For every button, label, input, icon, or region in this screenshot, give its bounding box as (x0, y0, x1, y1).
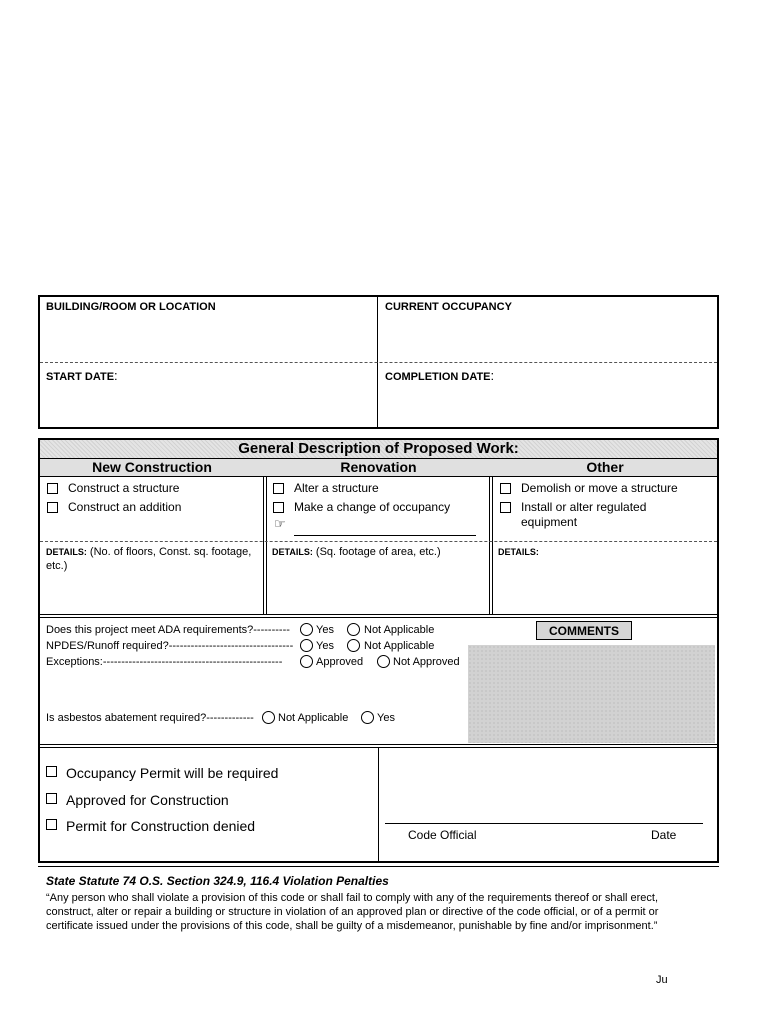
ada-na-radio[interactable] (347, 623, 360, 636)
start-date-label: START DATE: (46, 368, 118, 383)
code-official-label: Code Official (408, 828, 477, 842)
other-details[interactable]: DETAILS: (498, 547, 539, 557)
pointing-hand-icon: ☞ (274, 517, 286, 532)
change-occupancy-checkbox[interactable] (273, 502, 284, 513)
renovation-details[interactable]: DETAILS: (Sq. footage of area, etc.) (272, 546, 441, 558)
completion-date-label: COMPLETION DATE: (385, 368, 495, 383)
building-location-label: BUILDING/ROOM OR LOCATION (46, 301, 216, 313)
exceptions-not-approved-label: Not Approved (393, 656, 460, 668)
statute-title: State Statute 74 O.S. Section 324.9, 116.4 Violation Penalties (46, 874, 389, 888)
start-date-field[interactable] (40, 384, 376, 426)
permit-item-approved[interactable]: Approved for Construction (46, 792, 229, 808)
completion-date-field[interactable] (379, 384, 717, 426)
checkbox-square-icon (46, 793, 57, 804)
renovation-header: Renovation (340, 459, 417, 475)
permit-column-divider (378, 748, 379, 861)
demolish-checkbox[interactable] (500, 483, 511, 494)
construct-structure-label: Construct a structure (68, 481, 180, 495)
comments-field[interactable] (468, 645, 715, 743)
current-occupancy-field[interactable] (379, 317, 717, 361)
npdes-na-label: Not Applicable (364, 640, 435, 652)
checkbox-square-icon (46, 819, 57, 830)
column-divider-1 (263, 476, 264, 615)
ada-yes-label: Yes (316, 624, 334, 636)
permit-item-occupancy[interactable]: Occupancy Permit will be required (46, 765, 278, 781)
asbestos-yes-radio[interactable] (361, 711, 374, 724)
exceptions-approved-radio[interactable] (300, 655, 313, 668)
date-label: Date (651, 828, 677, 842)
exceptions-approved-label: Approved (316, 656, 364, 668)
change-occupancy-label: Make a change of occupancy (294, 500, 451, 514)
other-header: Other (586, 459, 624, 475)
details-row-divider (40, 541, 717, 542)
alter-structure-checkbox[interactable] (273, 483, 284, 494)
demolish-label: Demolish or move a structure (521, 481, 678, 495)
statute-text: “Any person who shall violate a provision of this code or shall fail to comply with any of the requirements thereof or shall erect, construct, alter or repair a building or structure in violation of an approved plan or directive of the code official, or of a permit or certificate issued under the provisions of this code, shall be guilty of a misdemeanor, punishable by fine and/or imprisonment.” (46, 892, 659, 932)
permit-section-divider (40, 744, 717, 745)
asbestos-yes-label: Yes (377, 712, 395, 724)
npdes-yes-radio[interactable] (300, 639, 313, 652)
column-divider-2b (492, 476, 493, 615)
footer-mark: Ju (656, 974, 668, 986)
column-divider-1b (266, 476, 267, 615)
building-location-field[interactable] (40, 317, 376, 361)
regulated-equipment-checkbox[interactable] (500, 502, 511, 513)
asbestos-na-label: Not Applicable (278, 712, 349, 724)
exceptions-not-approved-radio[interactable] (377, 655, 390, 668)
npdes-na-radio[interactable] (347, 639, 360, 652)
ada-na-label: Not Applicable (364, 624, 435, 636)
regulated-equipment-label: Install or alter regulated equipment (521, 500, 647, 529)
asbestos-question: Is asbestos abatement required?------------- (46, 712, 254, 724)
asbestos-na-radio[interactable] (262, 711, 275, 724)
proposed-work-title: General Description of Proposed Work: (238, 440, 519, 457)
column-divider-2 (489, 476, 490, 615)
alter-structure-label: Alter a structure (294, 481, 379, 495)
questions-section-divider-b (40, 617, 717, 618)
ada-question: Does this project meet ADA requirements?---------- (46, 624, 290, 636)
statute-rule (38, 866, 719, 867)
comments-label: COMMENTS (536, 621, 632, 640)
npdes-yes-label: Yes (316, 640, 334, 652)
construct-addition-checkbox[interactable] (47, 502, 58, 513)
new-construction-header: New Construction (92, 459, 212, 475)
construct-structure-checkbox[interactable] (47, 483, 58, 494)
ada-yes-radio[interactable] (300, 623, 313, 636)
permit-item-denied[interactable]: Permit for Construction denied (46, 818, 255, 834)
npdes-question: NPDES/Runoff required?---------------------------------- (46, 640, 294, 652)
signature-line[interactable] (385, 823, 703, 824)
exceptions-question: Exceptions:------------------------------------------------- (46, 656, 283, 668)
checkbox-square-icon (46, 766, 57, 777)
site-info-row-divider (40, 362, 717, 363)
current-occupancy-label: CURRENT OCCUPANCY (385, 301, 512, 313)
construct-addition-label: Construct an addition (68, 500, 182, 514)
occupancy-change-input[interactable] (294, 518, 476, 536)
questions-section-divider (40, 614, 717, 615)
new-construction-details[interactable]: DETAILS: (No. of floors, Const. sq. footage, etc.) (46, 546, 252, 572)
